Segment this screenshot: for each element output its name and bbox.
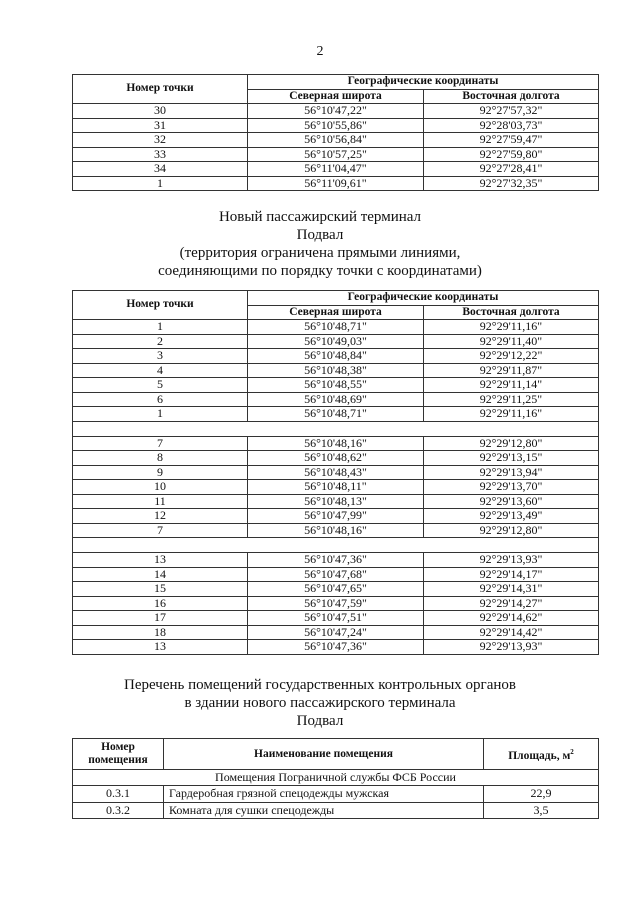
section-heading-terminal <box>0 208 640 280</box>
separator-row <box>73 538 599 553</box>
point-number: 8 <box>73 451 248 466</box>
latitude: 56°10'48,13" <box>248 494 424 509</box>
table-row <box>73 378 599 393</box>
table-row <box>73 104 599 119</box>
latitude: 56°10'55,86" <box>248 118 424 133</box>
latitude: 56°10'47,99" <box>248 509 424 524</box>
separator-cell <box>73 421 599 436</box>
latitude: 56°10'48,69" <box>248 392 424 407</box>
longitude: 92°27'59,47" <box>424 133 599 148</box>
table-row <box>73 465 599 480</box>
point-number: 10 <box>73 480 248 495</box>
header-coords: Географические координаты <box>248 75 599 90</box>
header-lat: Северная широта <box>248 89 424 104</box>
room-name: Комната для сушки спецодежды <box>164 802 484 819</box>
longitude: 92°28'03,73" <box>424 118 599 133</box>
point-number: 7 <box>73 436 248 451</box>
latitude: 56°10'48,71" <box>248 320 424 335</box>
separator-cell <box>73 538 599 553</box>
point-number: 14 <box>73 567 248 582</box>
latitude: 56°10'47,24" <box>248 625 424 640</box>
header-lon: Восточная долгота <box>424 305 599 320</box>
rooms-table <box>72 738 599 819</box>
longitude: 92°29'11,16" <box>424 407 599 422</box>
table-row <box>73 162 599 177</box>
longitude: 92°29'13,94" <box>424 465 599 480</box>
table-row <box>73 509 599 524</box>
latitude: 56°10'49,03" <box>248 334 424 349</box>
latitude: 56°10'48,16" <box>248 523 424 538</box>
point-number: 31 <box>73 118 248 133</box>
latitude: 56°10'48,71" <box>248 407 424 422</box>
point-number: 3 <box>73 349 248 364</box>
latitude: 56°10'48,11" <box>248 480 424 495</box>
table-row <box>73 363 599 378</box>
point-number: 15 <box>73 582 248 597</box>
table-row <box>73 596 599 611</box>
header-coords: Географические координаты <box>248 291 599 306</box>
point-number: 33 <box>73 147 248 162</box>
point-number: 7 <box>73 523 248 538</box>
table-row <box>73 349 599 364</box>
point-number: 6 <box>73 392 248 407</box>
latitude: 56°10'47,36" <box>248 640 424 655</box>
latitude: 56°10'47,36" <box>248 553 424 568</box>
header-point: Номер точки <box>73 291 248 320</box>
longitude: 92°29'12,22" <box>424 349 599 364</box>
longitude: 92°27'32,35" <box>424 176 599 191</box>
latitude: 56°10'48,55" <box>248 378 424 393</box>
longitude: 92°29'11,40" <box>424 334 599 349</box>
table-row <box>73 407 599 422</box>
latitude: 56°10'47,22" <box>248 104 424 119</box>
point-number: 12 <box>73 509 248 524</box>
table-row <box>73 392 599 407</box>
latitude: 56°10'47,68" <box>248 567 424 582</box>
header-room-name: Наименование помещения <box>164 739 484 770</box>
longitude: 92°29'11,25" <box>424 392 599 407</box>
heading-line: Перечень помещений государственных контрольных органов <box>124 677 516 693</box>
longitude: 92°27'57,32" <box>424 104 599 119</box>
longitude: 92°29'12,80" <box>424 436 599 451</box>
point-number: 13 <box>73 553 248 568</box>
latitude: 56°11'09,61" <box>248 176 424 191</box>
table-row <box>73 802 599 819</box>
table-row <box>73 436 599 451</box>
longitude: 92°29'13,93" <box>424 553 599 568</box>
point-number: 17 <box>73 611 248 626</box>
header-room-number <box>73 739 164 770</box>
header-point: Номер точки <box>73 75 248 104</box>
point-number: 1 <box>73 320 248 335</box>
longitude: 92°29'11,16" <box>424 320 599 335</box>
point-number: 4 <box>73 363 248 378</box>
latitude: 56°10'47,51" <box>248 611 424 626</box>
longitude: 92°29'13,49" <box>424 509 599 524</box>
latitude: 56°10'47,65" <box>248 582 424 597</box>
heading-line: Подвал <box>296 227 344 243</box>
heading-line: соединяющими по порядку точки с координатами) <box>158 263 482 279</box>
latitude: 56°10'48,38" <box>248 363 424 378</box>
table-row <box>73 611 599 626</box>
coordinates-table-2 <box>72 290 599 655</box>
table-row <box>73 640 599 655</box>
longitude: 92°29'13,60" <box>424 494 599 509</box>
point-number: 30 <box>73 104 248 119</box>
longitude: 92°29'14,42" <box>424 625 599 640</box>
latitude: 56°10'48,43" <box>248 465 424 480</box>
longitude: 92°29'14,31" <box>424 582 599 597</box>
table-row <box>73 320 599 335</box>
longitude: 92°29'11,87" <box>424 363 599 378</box>
point-number: 34 <box>73 162 248 177</box>
longitude: 92°29'14,17" <box>424 567 599 582</box>
table-row <box>73 494 599 509</box>
longitude: 92°29'14,62" <box>424 611 599 626</box>
longitude: 92°29'13,70" <box>424 480 599 495</box>
longitude: 92°29'13,15" <box>424 451 599 466</box>
heading-line: Новый пассажирский терминал <box>218 209 422 225</box>
room-area: 22,9 <box>484 786 599 803</box>
point-number: 11 <box>73 494 248 509</box>
point-number: 13 <box>73 640 248 655</box>
table-row <box>73 118 599 133</box>
latitude: 56°11'04,47" <box>248 162 424 177</box>
latitude: 56°10'47,59" <box>248 596 424 611</box>
longitude: 92°27'28,41" <box>424 162 599 177</box>
table-row <box>73 786 599 803</box>
point-number: 32 <box>73 133 248 148</box>
table-row <box>73 133 599 148</box>
separator-row <box>73 421 599 436</box>
latitude: 56°10'56,84" <box>248 133 424 148</box>
longitude: 92°29'12,80" <box>424 523 599 538</box>
latitude: 56°10'48,62" <box>248 451 424 466</box>
header-room-number-line1: Номер <box>101 741 135 753</box>
latitude: 56°10'48,84" <box>248 349 424 364</box>
header-lat: Северная широта <box>248 305 424 320</box>
section-heading-rooms <box>0 676 640 730</box>
table-row <box>73 451 599 466</box>
table-row <box>73 625 599 640</box>
latitude: 56°10'48,16" <box>248 436 424 451</box>
header-room-area <box>484 739 599 770</box>
point-number: 1 <box>73 176 248 191</box>
longitude: 92°29'14,27" <box>424 596 599 611</box>
table-row <box>73 582 599 597</box>
table-row <box>73 480 599 495</box>
point-number: 2 <box>73 334 248 349</box>
coordinates-table-1 <box>72 74 599 191</box>
header-area-sup: 2 <box>570 747 574 756</box>
room-number: 0.3.2 <box>73 802 164 819</box>
header-room-number-line2: помещения <box>88 754 148 766</box>
longitude: 92°29'13,93" <box>424 640 599 655</box>
room-number: 0.3.1 <box>73 786 164 803</box>
table-row <box>73 147 599 162</box>
table-row <box>73 334 599 349</box>
latitude: 56°10'57,25" <box>248 147 424 162</box>
table-row <box>73 523 599 538</box>
heading-line: (территория ограничена прямыми линиями, <box>179 245 461 261</box>
heading-line: в здании нового пассажирского терминала <box>184 695 456 711</box>
point-number: 1 <box>73 407 248 422</box>
header-area-label: Площадь, м <box>508 749 571 762</box>
room-area: 3,5 <box>484 802 599 819</box>
longitude: 92°27'59,80" <box>424 147 599 162</box>
table-row <box>73 567 599 582</box>
table-row <box>73 176 599 191</box>
point-number: 9 <box>73 465 248 480</box>
heading-line: Подвал <box>296 713 344 729</box>
point-number: 16 <box>73 596 248 611</box>
room-name: Гардеробная грязной спецодежды мужская <box>164 786 484 803</box>
point-number: 5 <box>73 378 248 393</box>
point-number: 18 <box>73 625 248 640</box>
longitude: 92°29'11,14" <box>424 378 599 393</box>
group-label: Помещения Пограничной службы ФСБ России <box>73 770 599 786</box>
group-row <box>73 770 599 786</box>
header-lon: Восточная долгота <box>424 89 599 104</box>
page-number: 2 <box>316 44 324 59</box>
table-row <box>73 553 599 568</box>
